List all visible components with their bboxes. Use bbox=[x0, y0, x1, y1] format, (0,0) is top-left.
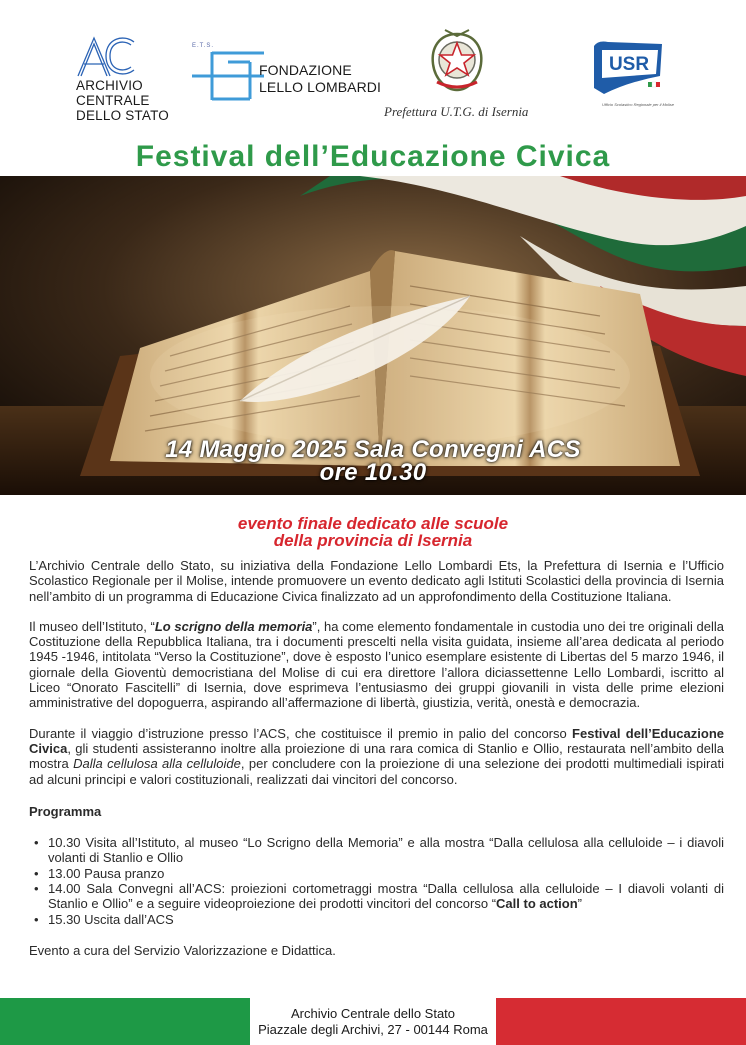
item3-pre: 14.00 Sala Convegni all’ACS: proiezioni cortometraggi mostra “Dalla cellulosa alla celluloide – I diavoli volanti di Stanlio e Ollio” e a seguire videoproiezione dei prodotti vincitori del concorso “ bbox=[48, 881, 724, 912]
paragraph-intro: L’Archivio Centrale dello Stato, su iniziativa della Fondazione Lello Lombardi Ets, la Prefettura di Isernia e l’Ufficio Scolastico Regionale per il Molise, intende promuovere un evento dedicato agli Istituti Scolastici della provincia di Isernia nell’ambito di un programma di Educazione Civica finalizzato ad un approfondimento della Costituzione Italiana. bbox=[29, 558, 724, 604]
exhibition-name: Dalla cellulosa alla celluloide bbox=[73, 756, 241, 772]
page-title: Festival dell’Educazione Civica bbox=[135, 140, 611, 173]
fondazione-ets: E.T.S. bbox=[192, 43, 215, 49]
usr-logo bbox=[588, 36, 675, 108]
p2-pre: Il museo dell’Istituto, “ bbox=[29, 618, 155, 634]
footer-line1: Archivio Centrale dello Stato bbox=[290, 1006, 456, 1021]
footer-address bbox=[250, 998, 496, 1045]
acs-line3: DELLO STATO bbox=[76, 108, 169, 123]
paragraph-museum bbox=[29, 619, 724, 711]
body-text bbox=[29, 558, 724, 958]
p3-pre: Durante il viaggio d’istruzione presso l’ACS, che costituisce il premio in palio del concorso bbox=[29, 725, 573, 741]
programma-heading: Programma bbox=[29, 803, 102, 819]
p2-post: ”, ha come elemento fondamentale in custodia uno dei tre originali della Costituzione della Repubblica Italiana, tra i documenti prescelti nella visita guidata, insieme all’area dedicata al periodo 1945 -1946, intitolata “Verso la Costituzione”, dove è esposto l’unico esemplare esistente di Libertas del 5 marzo 1946, il giornale della Gioventù democristiana del Molise di cui era direttore l’allora diciassettenne Lello Lombardi, iscritto al Liceo “Onorato Fascitelli” di Isernia, dove esprimeva l’entusiasmo dei gruppi giovanili in vista delle prime elezioni amministrative del dopoguerra, aspirando all’affermazione di libertà, giustizia, verità, onestà e democrazia. bbox=[29, 618, 724, 711]
fondazione-line1: FONDAZIONE bbox=[259, 62, 352, 78]
acs-line1: ARCHIVIO bbox=[76, 78, 143, 93]
italian-republic-emblem-icon bbox=[427, 28, 487, 94]
list-item: • 10.30 Visita all’Istituto, al museo “Lo Scrigno della Memoria” e alla mostra “Dalla cellulosa alla celluloide – i diavoli volanti di Stanlio e Ollio bbox=[34, 835, 724, 866]
prefettura-caption: Prefettura U.T.G. di Isernia bbox=[384, 104, 529, 119]
acs-logo bbox=[72, 34, 172, 124]
event-date-line: 14 Maggio 2025 Sala Convegni ACS bbox=[165, 436, 581, 463]
list-item: • 15.30 Uscita dall’ACS bbox=[34, 912, 724, 927]
fondazione-mark-icon bbox=[190, 50, 268, 102]
programma-list bbox=[34, 835, 724, 927]
item3-post: ” bbox=[577, 896, 582, 912]
fondazione-logo bbox=[190, 43, 381, 104]
museum-name: Lo scrigno della memoria bbox=[154, 618, 313, 634]
footer-red-band bbox=[496, 998, 746, 1045]
event-subtitle bbox=[0, 515, 746, 549]
subtitle-line1: evento finale dedicato alle scuole bbox=[237, 514, 509, 533]
prefettura-logo bbox=[384, 28, 554, 123]
footer-green-band bbox=[0, 998, 250, 1045]
acs-monogram-icon bbox=[76, 34, 140, 78]
event-date-overlay bbox=[0, 438, 746, 484]
contest-name: Festival dell’Educazione Civica bbox=[29, 725, 724, 756]
subtitle-line2: della provincia di Isernia bbox=[273, 531, 473, 550]
usr-badge-icon bbox=[588, 36, 666, 98]
logo-row bbox=[0, 0, 746, 135]
usr-badge-text: USR bbox=[608, 54, 650, 75]
fondazione-line2: LELLO LOMBARDI bbox=[259, 79, 381, 95]
p3-mid: , gli studenti assisteranno inoltre alla proiezione di una rara comica di Stanlio e Ollio, restaurata nell’ambito della mostra bbox=[29, 740, 724, 772]
closing-note: Evento a cura del Servizio Valorizzazione e Didattica. bbox=[29, 942, 336, 958]
list-item: • 13.00 Pausa pranzo bbox=[34, 866, 724, 881]
p3-post: , per concludere con la proiezione di una selezione dei prodotti multimediali ispirati ad alcuni principi e valori costituzionali, realizzati dai vincitori del concorso. bbox=[29, 756, 725, 787]
usr-sub: Ufficio Scolastico Regionale per il Molise bbox=[602, 102, 675, 107]
event-time-line: ore 10.30 bbox=[319, 459, 427, 486]
paragraph-trip bbox=[29, 726, 724, 787]
hero-image bbox=[0, 176, 746, 495]
acs-line2: CENTRALE bbox=[76, 93, 150, 108]
footer-line2: Piazzale degli Archivi, 27 - 00144 Roma bbox=[258, 1022, 488, 1037]
list-item bbox=[34, 881, 724, 912]
footer bbox=[0, 998, 746, 1045]
call-to-action: Call to action bbox=[496, 896, 578, 912]
